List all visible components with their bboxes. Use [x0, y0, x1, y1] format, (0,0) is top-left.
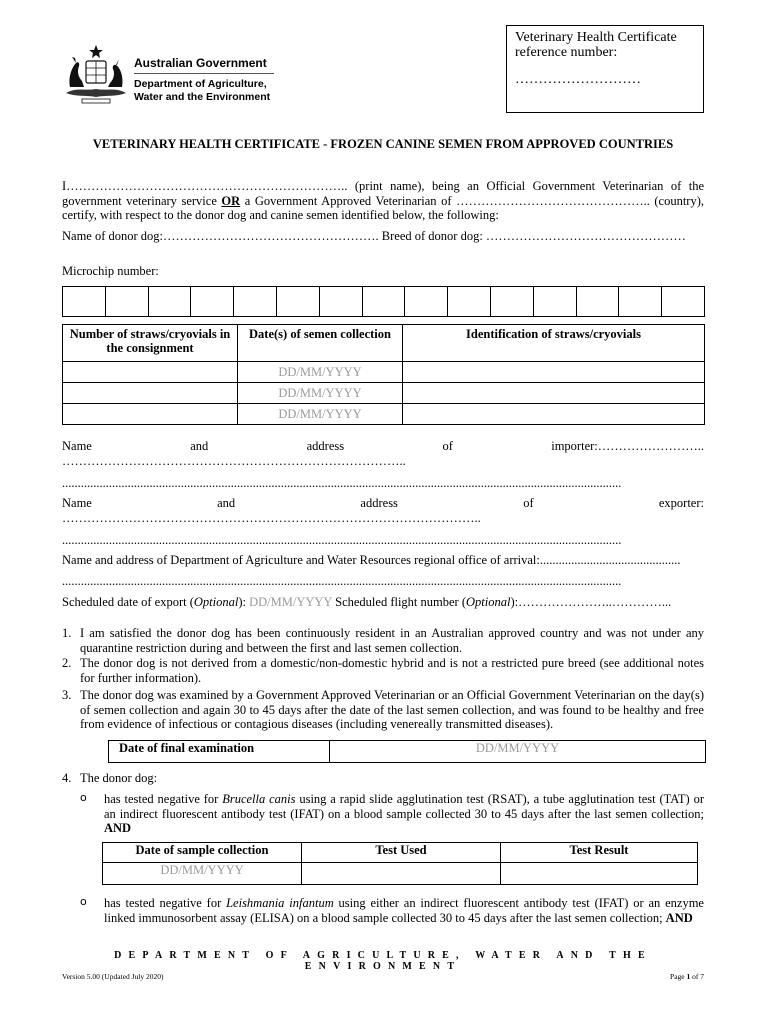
page-current: 1 — [686, 972, 691, 981]
clause-3 — [62, 688, 704, 732]
clause-text: The donor dog was examined by a Government Approved Veterinarian or an Official Government Veterinarian on the day(s) of semen collection and again 30 to 45 days after the date of the last semen collection, and was found to be healthy and free from evidence of infectious or contagious diseases (including venereally transmitted diseases). — [80, 688, 704, 731]
sample-header-date: Date of sample collection — [103, 843, 302, 863]
final-exam-date-field[interactable]: DD/MM/YYYY — [330, 741, 706, 763]
clause-text: I am satisfied the donor dog has been continuously resident in an Australian approved country and was not under any quarantine restriction during and between the first and last semen collection. — [80, 626, 704, 655]
logo-line-2: Department of Agriculture, — [134, 78, 267, 90]
reference-number-field[interactable]: ……………………… — [515, 72, 641, 87]
bullet-italic: Brucella canis — [222, 792, 296, 806]
reference-number-label: Veterinary Health Certificate reference number: — [515, 30, 677, 60]
microchip-digit-cell[interactable] — [448, 287, 491, 317]
microchip-digit-cell[interactable] — [490, 287, 533, 317]
logo-line-1: Australian Government — [134, 56, 267, 70]
logo-divider — [134, 73, 274, 74]
importer-line-3[interactable]: ................................................................................................................................................................................... — [62, 476, 622, 490]
sample-header-result: Test Result — [501, 843, 698, 863]
bullet-italic: Leishmania infantum — [226, 896, 334, 910]
microchip-digit-cell[interactable] — [576, 287, 619, 317]
bullet-brucella — [80, 792, 704, 836]
test-used-field[interactable] — [302, 863, 501, 885]
clause-number: 4. — [62, 771, 72, 785]
exporter-line-3[interactable]: ................................................................................................................................................................................... — [62, 533, 622, 547]
microchip-digit-cell[interactable] — [362, 287, 405, 317]
microchip-digit-cell[interactable] — [662, 287, 705, 317]
microchip-digit-cell[interactable] — [148, 287, 191, 317]
microchip-grid — [62, 286, 705, 317]
straws-header-dates: Date(s) of semen collection — [238, 325, 403, 362]
clause-4 — [62, 771, 704, 786]
microchip-digit-cell[interactable] — [405, 287, 448, 317]
microchip-digit-cell[interactable] — [191, 287, 234, 317]
flight-number-field[interactable]: ):…………………..…………... — [510, 595, 672, 609]
bullet-leishmania — [80, 896, 704, 925]
straws-cell[interactable] — [403, 362, 705, 383]
schedule-line — [62, 595, 704, 610]
clause-1 — [62, 626, 704, 655]
straws-table — [62, 324, 705, 425]
straws-date-cell[interactable]: DD/MM/YYYY — [238, 383, 403, 404]
straws-date-cell[interactable]: DD/MM/YYYY — [238, 404, 403, 425]
intro-part-2: a Government Approved Veterinarian of ……………………………………….. (country), certify, with respect to the donor dog and canine semen identified below, the following: — [62, 193, 704, 222]
page-prefix: Page — [670, 972, 687, 981]
bullet-text: has tested negative for — [104, 896, 227, 910]
microchip-digit-cell[interactable] — [319, 287, 362, 317]
final-examination-table — [108, 740, 706, 763]
importer-line-1[interactable]: Name and address of importer:…………………….. — [62, 439, 704, 453]
straws-cell[interactable] — [403, 383, 705, 404]
sample-date-field[interactable]: DD/MM/YYYY — [103, 863, 302, 885]
clause-number: 2. — [62, 656, 72, 670]
straws-cell[interactable] — [63, 404, 238, 425]
regional-office-line-2[interactable]: ................................................................................................................................................................................... — [62, 574, 622, 588]
sample-collection-table — [102, 842, 698, 885]
clause-text: The donor dog is not derived from a domestic/non-domestic hybrid and is not a restricted pure breed (see additional notes for further information). — [80, 656, 704, 685]
microchip-digit-cell[interactable] — [619, 287, 662, 317]
bullet-text: has tested negative for — [104, 792, 223, 806]
final-exam-label: Date of final examination — [109, 741, 330, 763]
straws-header-number: Number of straws/cryovials in the consignment — [63, 325, 238, 362]
bullet-and: AND — [665, 910, 693, 925]
donor-dog-line[interactable]: Name of donor dog:……………………………………………. Breed of donor dog: ………………………………………… — [62, 229, 686, 243]
clause-2 — [62, 656, 704, 685]
straws-cell[interactable] — [63, 383, 238, 404]
microchip-digit-cell[interactable] — [63, 287, 106, 317]
straws-header-identification: Identification of straws/cryovials — [403, 325, 705, 362]
straws-cell[interactable] — [63, 362, 238, 383]
exporter-line-1[interactable]: Name and address of exporter: — [62, 496, 704, 510]
certificate-title: VETERINARY HEALTH CERTIFICATE - FROZEN CANINE SEMEN FROM APPROVED COUNTRIES — [92, 137, 674, 151]
exporter-line-2[interactable]: ……………………………………………………………………………………….. — [62, 511, 481, 525]
intro-or: OR — [221, 193, 241, 208]
coat-of-arms-icon — [62, 43, 130, 105]
clause-text: The donor dog: — [80, 771, 158, 785]
importer-line-2[interactable]: ……………………………………………………………………….. — [62, 454, 406, 468]
flight-number-label: Scheduled flight number ( — [335, 595, 466, 609]
regional-office-line-1[interactable]: Name and address of Department of Agriculture and Water Resources regional office of arrival:............................................. — [62, 553, 681, 567]
microchip-label: Microchip number: — [62, 264, 159, 278]
optional-text: Optional — [193, 595, 239, 609]
intro-paragraph — [62, 179, 704, 223]
bullet-mark: o — [80, 895, 87, 908]
intro-part-1: I………………………………………………………….. (print name), being an Official Government Veterinarian of the government veterinary service — [62, 179, 704, 208]
footer-department: DEPARTMENT OF AGRICULTURE, WATER AND THE ENVIRONMENT — [114, 950, 652, 972]
export-date-field[interactable]: DD/MM/YYYY — [249, 595, 332, 609]
microchip-digit-cell[interactable] — [105, 287, 148, 317]
test-result-field[interactable] — [501, 863, 698, 885]
export-date-label: Scheduled date of export ( — [62, 595, 194, 609]
bullet-mark: o — [80, 791, 87, 804]
microchip-digit-cell[interactable] — [234, 287, 277, 317]
bullet-text: using either an indirect fluorescent antibody test (IFAT) or an enzyme linked immunosorbent assay (ELISA) on a blood sample collected 30 to 45 days after the last semen collection; — [104, 896, 704, 925]
footer-page-number — [600, 972, 704, 981]
page-total: of 7 — [690, 972, 704, 981]
optional-text: Optional — [466, 595, 511, 609]
bullet-and: AND — [104, 821, 132, 835]
reference-number-box — [506, 25, 704, 113]
microchip-digit-cell[interactable] — [533, 287, 576, 317]
logo-line-3: Water and the Environment — [134, 91, 271, 103]
australian-government-logo — [62, 43, 277, 105]
export-date-label-close: ): — [238, 595, 246, 609]
clause-number: 1. — [62, 626, 72, 640]
bullet-text: using a rapid slide agglutination test (RSAT), a tube agglutination test (TAT) or an indirect fluorescent antibody test (IFAT) on a blood sample collected 30 to 45 days after the last semen collection; — [104, 792, 704, 821]
sample-header-test: Test Used — [302, 843, 501, 863]
microchip-digit-cell[interactable] — [276, 287, 319, 317]
straws-date-cell[interactable]: DD/MM/YYYY — [238, 362, 403, 383]
clause-number: 3. — [62, 688, 72, 702]
straws-cell[interactable] — [403, 404, 705, 425]
footer-version: Version 5.00 (Updated July 2020) — [62, 972, 164, 981]
